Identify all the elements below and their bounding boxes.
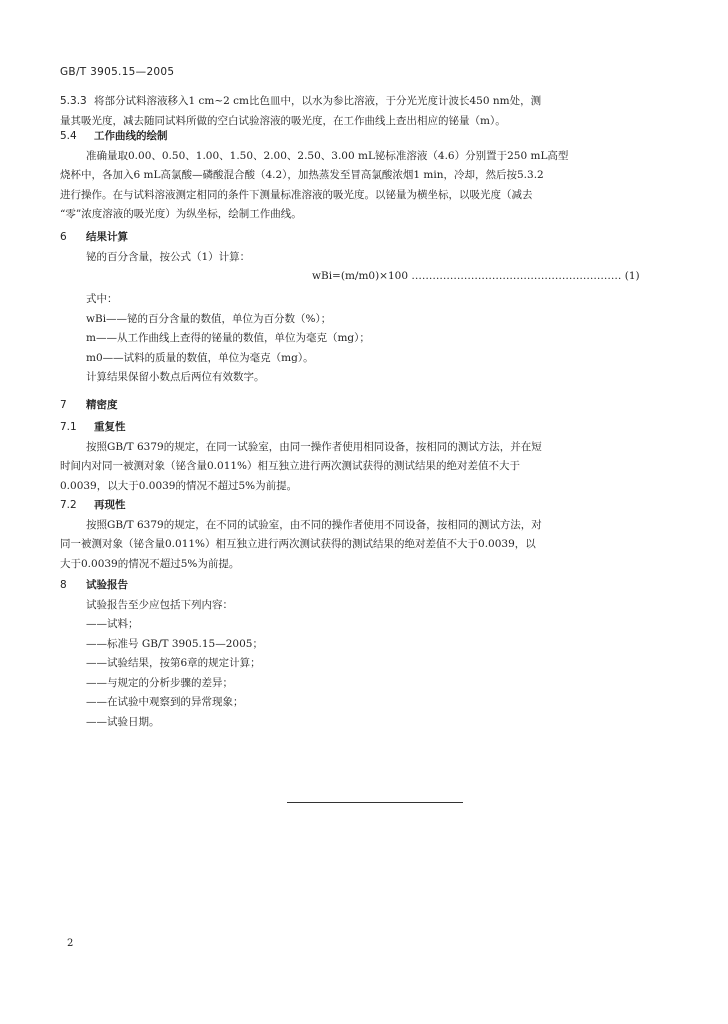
section-5-4 xyxy=(60,127,660,225)
rounding-note: 计算结果保留小数点后两位有效数字。 xyxy=(86,371,265,383)
page-number: 2 xyxy=(67,938,74,949)
paragraph-line: 将部分试料溶液移入1 cm~2 cm比色皿中，以水为参比溶液，于分光光度计波长450 nm处，测 xyxy=(94,95,542,107)
section-number: 8 xyxy=(60,579,67,591)
section-title: 精密度 xyxy=(86,399,118,411)
section-title: 结果计算 xyxy=(86,231,128,243)
list-item: ——试验结果，按第6章的规定计算； xyxy=(86,657,261,669)
paragraph-line: 按照GB/T 6379的规定，在同一试验室，由同一操作者使用相同设备，按相同的测试方法，并在短 xyxy=(86,440,542,453)
paragraph-line: 0.0039，以大于0.0039的情况不超过5%为前提。 xyxy=(60,479,298,492)
formula-leader-dots: …………………………………………………… xyxy=(411,270,622,282)
section-number: 7.2 xyxy=(60,499,77,511)
standard-number-header: GB/T 3905.15—2005 xyxy=(60,66,175,78)
section-7 xyxy=(60,396,660,416)
section-number: 7 xyxy=(60,399,67,411)
section-title: 试验报告 xyxy=(86,579,128,591)
section-5-3-3 xyxy=(60,92,660,131)
definition-line: m——从工作曲线上查得的铋量的数值，单位为毫克（mg）； xyxy=(86,332,370,344)
section-8 xyxy=(60,576,660,732)
section-6 xyxy=(60,228,660,267)
section-6-definitions xyxy=(60,290,660,388)
list-item: ——在试验中观察到的异常现象； xyxy=(86,696,244,708)
section-title: 重复性 xyxy=(94,421,126,433)
paragraph-line: 量其吸光度，减去随同试料所做的空白试验溶液的吸光度，在工作曲线上查出相应的铋量（m）。 xyxy=(60,114,506,127)
report-intro: 试验报告至少应包括下列内容： xyxy=(86,598,233,611)
formula-intro: 铋的百分含量，按公式（1）计算： xyxy=(86,250,251,263)
section-title: 再现性 xyxy=(94,499,126,511)
section-number: 7.1 xyxy=(60,421,77,433)
list-item: ——试验日期。 xyxy=(86,715,160,728)
paragraph-line: 按照GB/T 6379的规定，在不同的试验室，由不同的操作者使用不同设备，按相同的测试方法，对 xyxy=(86,518,542,531)
definition-line: m0——试料的质量的数值，单位为毫克（mg）。 xyxy=(86,351,314,364)
end-of-document-rule xyxy=(287,802,463,803)
formula-number: (1) xyxy=(624,270,640,282)
paragraph-line: 大于0.0039的情况不超过5%为前提。 xyxy=(60,557,240,570)
definition-line: wBi——铋的百分含量的数值，单位为百分数（%）； xyxy=(86,312,332,325)
section-number: 5.4 xyxy=(60,130,77,142)
paragraph-line: “零”浓度溶液的吸光度）为纵坐标，绘制工作曲线。 xyxy=(60,208,302,220)
where-label: 式中： xyxy=(86,293,118,305)
section-7-2 xyxy=(60,496,660,574)
paragraph-line: 烧杯中，各加入6 mL高氯酸—磷酸混合酸（4.2），加热蒸发至冒高氯酸浓烟1 min，冷却，然后按5.3.2 xyxy=(60,169,544,181)
list-item: ——试料； xyxy=(86,618,139,630)
formula-expression: wBi=(m/m0)×100 xyxy=(312,270,409,282)
paragraph-line: 同一被测对象（铋含量0.011%）相互独立进行两次测试获得的测试结果的绝对差值不大于0.0039，以 xyxy=(60,538,536,550)
list-item: ——与规定的分析步骤的差异； xyxy=(86,676,233,689)
paragraph-line: 准确量取0.00、0.50、1.00、1.50、2.00、2.50、3.00 mL铋标准溶液（4.6）分别置于250 mL高型 xyxy=(86,149,569,162)
paragraph-line: 时间内对同一被测对象（铋含量0.011%）相互独立进行两次测试获得的测试结果的绝对差值不大于 xyxy=(60,460,521,472)
formula-1 xyxy=(312,270,640,282)
section-title: 工作曲线的绘制 xyxy=(94,130,168,142)
section-number: 5.3.3 xyxy=(60,95,87,107)
paragraph-line: 进行操作。在与试料溶液测定相同的条件下测量标准溶液的吸光度。以铋量为横坐标，以吸光度（减去 xyxy=(60,188,533,201)
section-number: 6 xyxy=(60,231,67,243)
section-7-1 xyxy=(60,418,660,496)
list-item: ——标准号 GB/T 3905.15—2005； xyxy=(86,637,263,650)
